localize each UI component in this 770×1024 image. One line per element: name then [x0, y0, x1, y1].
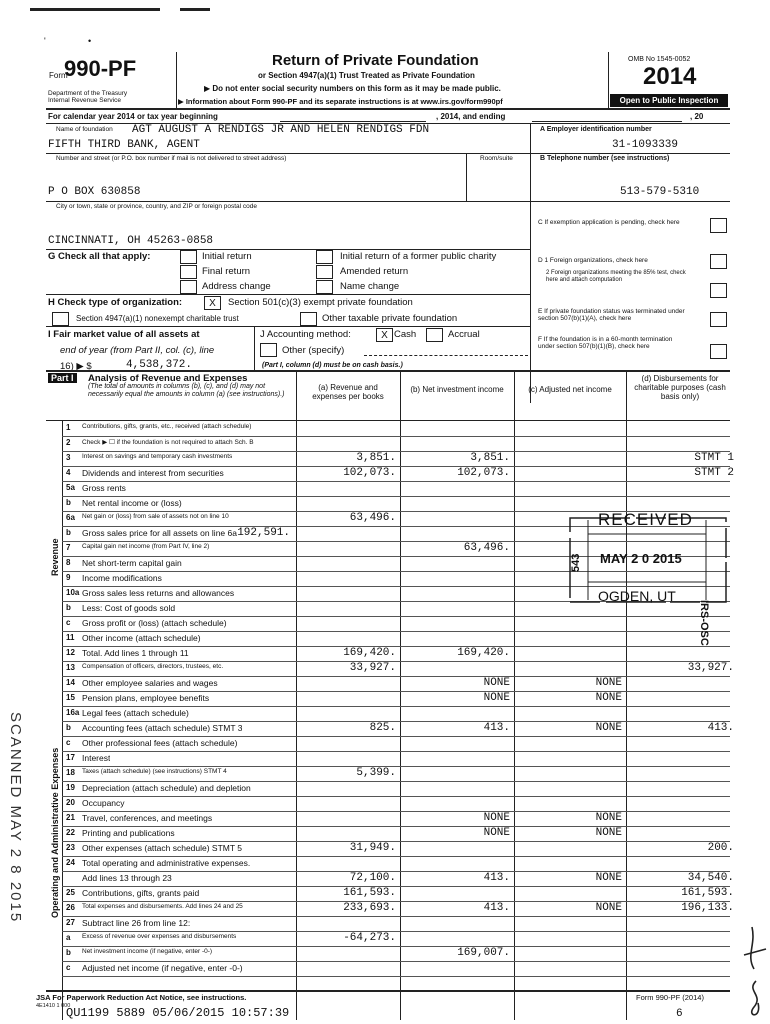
stamp-left-code: 543: [570, 553, 582, 572]
row-number: 3: [66, 453, 71, 462]
row-label: Net short-term capital gain: [82, 558, 182, 568]
row-col-d: STMT 1: [694, 452, 734, 464]
row-label: Gross profit or (loss) (attach schedule): [82, 618, 227, 628]
row-number: 8: [66, 558, 71, 567]
row-col-a: 233,693.: [343, 902, 396, 914]
row-col-c: NONE: [595, 812, 622, 824]
row-number: 17: [66, 753, 75, 762]
row-label: Contributions, gifts, grants, etc., received (attach schedule): [82, 423, 252, 430]
row-divider: [62, 631, 730, 632]
row-col-a: 169,420.: [343, 647, 396, 659]
row-divider: [62, 946, 730, 947]
row-col-a: 5,399.: [356, 767, 396, 779]
form-label: Form: [49, 71, 68, 80]
row-label: Add lines 13 through 23: [82, 873, 172, 883]
final-return-checkbox[interactable]: [180, 265, 197, 279]
4947-checkbox[interactable]: [52, 312, 69, 326]
row-col-c: NONE: [595, 677, 622, 689]
row-number: 13: [66, 663, 75, 672]
scan-mark: ': [44, 36, 46, 46]
accrual-checkbox[interactable]: [426, 328, 443, 342]
former-public-charity-label: Initial return of a former public charity: [340, 251, 497, 262]
d2-checkbox[interactable]: [710, 283, 727, 298]
row-col-a: 825.: [369, 722, 396, 734]
stamp-received: RECEIVED: [598, 510, 693, 529]
scan-edge: [30, 8, 160, 11]
row-col-b: NONE: [483, 827, 510, 839]
part-note: (Part I, column (d) must be on cash basis.): [262, 362, 403, 369]
row-label: Taxes (attach schedule) (see instructions) STMT 4: [82, 768, 227, 775]
row-label: Check ▶ ☐ if the foundation is not required to attach Sch. B: [82, 439, 254, 446]
row-divider: [62, 676, 730, 677]
row-number: 6a: [66, 513, 75, 522]
omb-number: OMB No 1545-0052: [628, 56, 691, 63]
row-divider: [62, 736, 730, 737]
row-col-b: NONE: [483, 812, 510, 824]
row-divider: [62, 691, 730, 692]
row-col-a: 31,949.: [349, 842, 396, 854]
row-col-c: NONE: [595, 872, 622, 884]
row-divider: [62, 796, 730, 797]
dept-line1: Department of the Treasury: [48, 90, 128, 97]
row-divider: [62, 811, 730, 812]
i-label-line1: I Fair market value of all assets at: [48, 329, 200, 340]
row-divider: [62, 826, 730, 827]
footer-batch: QU1199 5889 05/06/2015 10:57:39: [66, 1006, 290, 1020]
row-number: 18: [66, 768, 75, 777]
other-taxable-checkbox[interactable]: [300, 312, 317, 326]
row-number: c: [66, 618, 71, 627]
final-return-label: Final return: [202, 266, 251, 277]
row-col-a: 33,927.: [349, 662, 396, 674]
row-number: 2: [66, 438, 71, 447]
former-public-charity-checkbox[interactable]: [316, 250, 333, 264]
name-change-label: Name change: [340, 281, 400, 292]
row-label: Excess of revenue over expenses and disbursements: [82, 933, 237, 940]
row-divider: [62, 616, 730, 617]
row-number: 27: [66, 918, 75, 927]
row-divider: [62, 931, 730, 932]
row-col-c: NONE: [595, 722, 622, 734]
city-value: CINCINNATI, OH 45263-0858: [48, 235, 214, 247]
row-divider: [62, 721, 730, 722]
row-label: Less: Cost of goods sold: [82, 603, 176, 613]
row-number: 12: [66, 648, 75, 657]
row-col-c: NONE: [595, 902, 622, 914]
row-col-d: 33,927.: [687, 662, 734, 674]
row-col-c: NONE: [595, 692, 622, 704]
row-label: Subtract line 26 from line 12:: [82, 918, 191, 928]
row-number: b: [66, 948, 71, 957]
f-checkbox[interactable]: [710, 344, 727, 359]
c-checkbox[interactable]: [710, 218, 727, 233]
row-label: Other expenses (attach schedule) STMT 5: [82, 843, 243, 853]
form-subtitle1: or Section 4947(a)(1) Trust Treated as Private Foundation: [258, 71, 475, 80]
scan-edge: [180, 8, 210, 11]
row-number: 19: [66, 783, 75, 792]
cash-checkbox[interactable]: X: [376, 328, 393, 342]
form-subtitle3: ▶ Information about Form 990-PF and its separate instructions is at www.irs.gov/form990pf: [178, 97, 503, 106]
row-label: Depreciation (attach schedule) and depletion: [82, 783, 251, 793]
row-col-b: 413.: [483, 872, 510, 884]
i-label-line2: end of year (from Part II, col. (c), line: [60, 345, 215, 356]
row-col-b: 3,851.: [470, 452, 510, 464]
foundation-name-label: Name of foundation: [56, 126, 113, 133]
phone-value: 513-579-5310: [620, 186, 700, 198]
amended-return-checkbox[interactable]: [316, 265, 333, 279]
row-number: 23: [66, 843, 75, 852]
row-label: Capital gain net income (from Part IV, line 2): [82, 543, 210, 550]
row-col-d: 200.: [707, 842, 734, 854]
row-number: 9: [66, 573, 71, 582]
row-number: 24: [66, 858, 75, 867]
row-label: Total operating and administrative expenses.: [82, 858, 251, 868]
ein-label: A Employer identification number: [540, 126, 652, 133]
other-method-label: Other (specify): [282, 345, 345, 356]
row-col-a: 102,073.: [343, 467, 396, 479]
stamp-right-code: IRS-OSC: [698, 600, 710, 646]
row-divider: [62, 451, 730, 452]
amended-return-label: Amended return: [340, 266, 409, 277]
row-label: Legal fees (attach schedule): [82, 708, 189, 718]
row-number: b: [66, 603, 71, 612]
row-label: Adjusted net income (if negative, enter -0-): [82, 963, 243, 973]
row-col-b: 413.: [483, 722, 510, 734]
row-col-b: 413.: [483, 902, 510, 914]
row-number: 11: [66, 633, 75, 642]
g-label: G Check all that apply:: [48, 251, 151, 262]
row-col-d: STMT 2: [694, 467, 734, 479]
row-number: 5a: [66, 483, 75, 492]
street-label: Number and street (or P.O. box number if mail is not delivered to street address): [56, 155, 287, 162]
d1-checkbox[interactable]: [710, 254, 727, 269]
row-col-d: 34,540.: [687, 872, 734, 884]
row-col-c: NONE: [595, 827, 622, 839]
i-label-line3: 16) ▶ $: [60, 361, 92, 372]
other-method-checkbox[interactable]: [260, 343, 277, 357]
row-label: Gross sales less returns and allowances: [82, 588, 235, 598]
h-label: H Check type of organization:: [48, 297, 183, 308]
row-divider: [62, 841, 730, 842]
row-divider: [62, 496, 730, 497]
handwritten-mark: [742, 925, 768, 1021]
row-number: 16a: [66, 708, 80, 717]
501c3-checkbox[interactable]: X: [204, 296, 221, 310]
row-label: Compensation of officers, directors, trustees, etc.: [82, 663, 224, 670]
row-number: a: [66, 933, 71, 942]
row-label: Interest on savings and temporary cash investments: [82, 453, 233, 460]
row-col-d: 413.: [707, 722, 734, 734]
footer-code: 4E1410 1 000: [36, 1003, 71, 1009]
row-label: Total. Add lines 1 through 11: [82, 648, 189, 658]
e-label: E If private foundation status was terminated under section 507(b)(1)(A), check here: [538, 308, 685, 322]
tax-year: 2014: [643, 63, 697, 90]
row-number: b: [66, 723, 71, 732]
row-col-a: 72,100.: [349, 872, 396, 884]
row-divider: [62, 916, 730, 917]
row-label: Printing and publications: [82, 828, 175, 838]
col-d-header: (d) Disbursements for charitable purposes (cash basis only): [634, 374, 726, 401]
row-divider: [62, 886, 730, 887]
other-taxable-label: Other taxable private foundation: [322, 313, 458, 324]
row-col-b: NONE: [483, 677, 510, 689]
row-divider: [62, 856, 730, 857]
row-divider: [62, 871, 730, 872]
row-divider: [62, 751, 730, 752]
row-label: Income modifications: [82, 573, 162, 583]
row-label: Contributions, gifts, grants paid: [82, 888, 200, 898]
row-divider: [62, 781, 730, 782]
form-subtitle2: ▶ Do not enter social security numbers on this form as it may be made public.: [204, 84, 501, 93]
room-suite-label: Room/suite: [480, 155, 513, 162]
row-number: 7: [66, 543, 71, 552]
footer-page: 6: [676, 1008, 683, 1020]
row-label: Other professional fees (attach schedule): [82, 738, 238, 748]
row-col-b: NONE: [483, 692, 510, 704]
row-number: b: [66, 528, 71, 537]
form-number: 990-PF: [64, 56, 137, 81]
col-c-header: (c) Adjusted net income: [528, 385, 612, 394]
fmv-value: 4,538,372.: [126, 359, 193, 371]
row-label: Interest: [82, 753, 111, 763]
ending-suffix: , 20: [690, 112, 704, 121]
row-col-d: 196,133.: [681, 902, 734, 914]
open-public-badge: Open to Public Inspection: [610, 94, 728, 107]
row-col-a: 63,496.: [349, 512, 396, 524]
col-b-header: (b) Net investment income: [410, 385, 504, 394]
and-ending-text: , 2014, and ending: [436, 112, 506, 121]
initial-return-checkbox[interactable]: [180, 250, 197, 264]
stamp-city: OGDEN, UT: [598, 588, 676, 604]
row-label: Net rental income or (loss): [82, 498, 182, 508]
e-checkbox[interactable]: [710, 312, 727, 327]
row-inline-value: 192,591.: [237, 527, 290, 539]
row-number: 20: [66, 798, 75, 807]
row-divider: [62, 481, 730, 482]
d1-label: D 1 Foreign organizations, check here: [538, 257, 648, 264]
form-title: Return of Private Foundation: [272, 52, 479, 69]
stamp-date: MAY 2 0 2015: [600, 551, 682, 566]
part1-tag: Part I: [48, 373, 77, 383]
row-col-d: 161,593.: [681, 887, 734, 899]
row-number: 1: [66, 423, 71, 432]
row-divider: [62, 706, 730, 707]
scanned-margin-stamp: SCANNED MAY 2 8 2015: [7, 712, 24, 924]
row-number: b: [66, 498, 71, 507]
row-number: c: [66, 963, 71, 972]
row-divider: [62, 961, 730, 962]
row-number: 4: [66, 468, 71, 477]
row-label: Accounting fees (attach schedule) STMT 3: [82, 723, 243, 733]
foundation-name-line2: FIFTH THIRD BANK, AGENT: [48, 139, 200, 151]
address-change-label: Address change: [202, 281, 271, 292]
phone-label: B Telephone number (see instructions): [540, 155, 670, 162]
row-divider: [62, 646, 730, 647]
row-divider: [62, 976, 730, 977]
row-label: Other income (attach schedule): [82, 633, 201, 643]
row-divider: [62, 766, 730, 767]
row-label: Gross sales price for all assets on line 6a: [82, 528, 237, 538]
footer-form-ref: Form 990-PF (2014): [636, 993, 704, 1002]
revenue-side-label: Revenue: [50, 538, 60, 576]
row-label: Gross rents: [82, 483, 126, 493]
row-label: Net gain or (loss) from sale of assets not on line 10: [82, 513, 229, 520]
foundation-name-line1: AGT AUGUST A RENDIGS JR AND HELEN RENDIGS FDN: [132, 124, 430, 136]
street-value: P O BOX 630858: [48, 186, 141, 198]
row-label: Net investment income (if negative, enter -0-): [82, 948, 213, 955]
c-label: C If exemption application is pending, check here: [538, 219, 680, 226]
row-divider: [62, 436, 730, 437]
row-number: 21: [66, 813, 75, 822]
address-change-checkbox[interactable]: [180, 280, 197, 294]
row-col-b: 102,073.: [457, 467, 510, 479]
cash-label: Cash: [394, 329, 417, 340]
row-divider: [62, 661, 730, 662]
name-change-checkbox[interactable]: [316, 280, 333, 294]
4947-label: Section 4947(a)(1) nonexempt charitable trust: [76, 314, 239, 323]
row-col-a: -64,273.: [343, 932, 396, 944]
initial-return-label: Initial return: [202, 251, 252, 262]
f-label: F If the foundation is in a 60-month termination under section 507(b)(1)(B), check here: [538, 336, 673, 350]
501c3-label: Section 501(c)(3) exempt private foundation: [228, 297, 413, 308]
row-number: 22: [66, 828, 75, 837]
row-number: 10a: [66, 588, 80, 597]
row-divider: [62, 466, 730, 467]
row-label: Dividends and interest from securities: [82, 468, 224, 478]
row-col-b: 63,496.: [463, 542, 510, 554]
row-label: Other employee salaries and wages: [82, 678, 218, 688]
row-number: 25: [66, 888, 75, 897]
row-col-a: 3,851.: [356, 452, 396, 464]
accrual-label: Accrual: [448, 329, 480, 340]
row-number: 15: [66, 693, 75, 702]
row-label: Total expenses and disbursements. Add lines 24 and 25: [82, 903, 243, 910]
row-col-a: 161,593.: [343, 887, 396, 899]
d2-label: 2 Foreign organizations meeting the 85% test, check here and attach computation: [546, 270, 686, 283]
expenses-side-label: Operating and Administrative Expenses: [50, 747, 60, 918]
ein-value: 31-1093339: [612, 139, 679, 151]
j-label: J Accounting method:: [260, 329, 351, 340]
city-label: City or town, state or province, country, and ZIP or foreign postal code: [56, 203, 257, 210]
row-label: Pension plans, employee benefits: [82, 693, 210, 703]
row-number: 26: [66, 903, 75, 912]
row-label: Travel, conferences, and meetings: [82, 813, 213, 823]
part1-title-note: (The total of amounts in columns (b), (c), and (d) may not necessarily equal the amounts in column (a) (see instructions).): [88, 383, 285, 398]
row-number: 14: [66, 678, 75, 687]
footer-paperwork: JSA For Paperwork Reduction Act Notice, see instructions.: [36, 993, 247, 1002]
row-label: Occupancy: [82, 798, 125, 808]
row-col-b: 169,420.: [457, 647, 510, 659]
calendar-year-text: For calendar year 2014 or tax year beginning: [48, 112, 218, 121]
col-a-header: (a) Revenue and expenses per books: [312, 383, 384, 401]
dept-line2: Internal Revenue Service: [48, 97, 121, 104]
row-divider: [62, 901, 730, 902]
part1-title: Analysis of Revenue and Expenses: [88, 373, 248, 384]
row-col-b: 169,007.: [457, 947, 510, 959]
row-number: c: [66, 738, 71, 747]
scan-mark: •: [88, 36, 92, 46]
